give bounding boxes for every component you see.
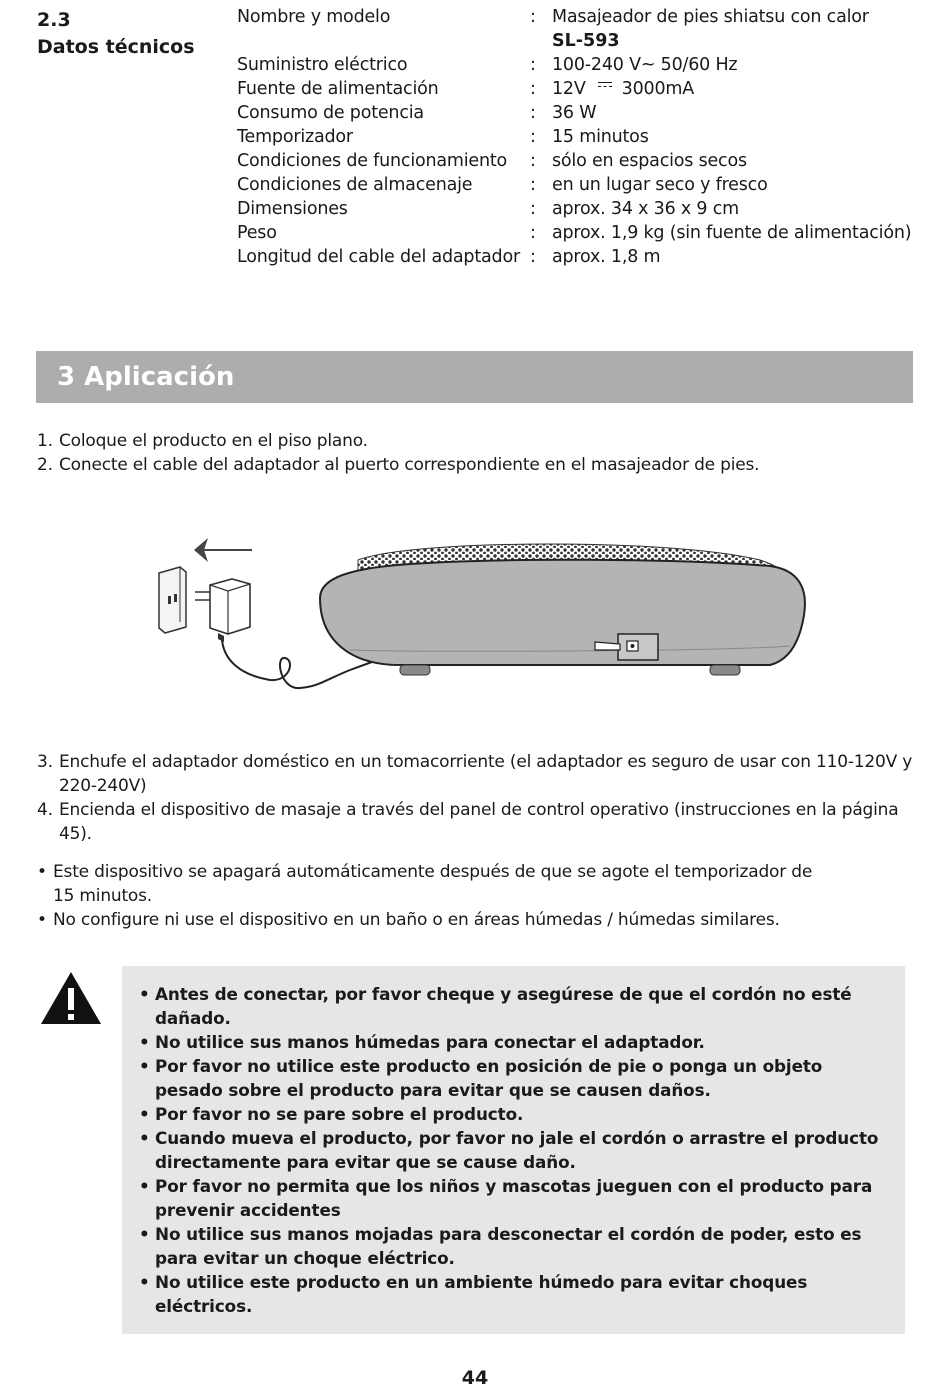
bullet: •: [139, 1056, 150, 1076]
spec-row-timer: [237, 125, 937, 149]
spec-row-dimensions: [237, 197, 937, 221]
step-number: 4.: [37, 800, 53, 820]
warning-item: [139, 1126, 889, 1174]
warning-text: No utilice este producto en un ambiente húmedo para evitar choques eléctricos.: [155, 1272, 808, 1316]
warning-text: Antes de conectar, por favor cheque y asegúrese de que el cordón no esté dañado.: [155, 984, 852, 1028]
notes-list: [37, 860, 917, 932]
warning-text: Cuando mueva el producto, por favor no jale el cordón o arrastre el producto directamente para evitar que se cause daño.: [155, 1128, 879, 1172]
spec-value: aprox. 1,9 kg (sin fuente de alimentación): [552, 223, 912, 243]
step-item: [37, 750, 927, 798]
warning-text: No utilice sus manos húmedas para conectar el adaptador.: [155, 1032, 705, 1052]
section-number: 2.3: [37, 9, 71, 31]
note-text: Este dispositivo se apagará automáticamente después de que se agote el temporizador de 15 minutos.: [53, 862, 813, 906]
wall-outlet-icon: [159, 567, 186, 633]
note-item: [37, 908, 917, 932]
spec-colon: :: [530, 55, 536, 75]
step-item: [37, 798, 927, 846]
step-item: [37, 429, 927, 453]
tech-specs-table: [237, 5, 937, 269]
bullet: •: [139, 1224, 150, 1244]
spec-label: Peso: [237, 223, 277, 243]
warning-item: [139, 1102, 889, 1126]
bullet: •: [139, 1104, 150, 1124]
spec-label: Suministro eléctrico: [237, 55, 408, 75]
spec-row-operating: [237, 149, 937, 173]
section-header-bar: [36, 351, 913, 403]
page-number: 44: [461, 1367, 489, 1389]
steps-list-a: [37, 429, 927, 477]
spec-label: Nombre y modelo: [237, 7, 391, 27]
step-number: 3.: [37, 752, 53, 772]
bullet: •: [139, 1176, 150, 1196]
spec-label: Longitud del cable del adaptador: [237, 247, 520, 267]
bullet: •: [37, 910, 47, 930]
spec-colon: :: [530, 7, 536, 27]
warning-item: [139, 1030, 889, 1054]
step-number: 2.: [37, 455, 53, 475]
warning-text: No utilice sus manos mojadas para desconectar el cordón de poder, esto es para evitar un choque eléctrico.: [155, 1224, 862, 1268]
direction-arrow-icon: [194, 538, 252, 562]
warning-item: [139, 1174, 889, 1222]
spec-label: Fuente de alimentación: [237, 79, 439, 99]
note-item: [37, 860, 813, 908]
spec-value: 36 W: [552, 103, 597, 123]
step-text: Encienda el dispositivo de masaje a través del panel de control operativo (instrucciones en la página 45).: [59, 800, 899, 844]
spec-current: 3000mA: [621, 79, 694, 99]
step-number: 1.: [37, 431, 53, 451]
spec-row-storage: [237, 173, 937, 197]
warning-text: Por favor no permita que los niños y mascotas jueguen con el producto para prevenir accidentes: [155, 1176, 873, 1220]
spec-colon: :: [530, 175, 536, 195]
warning-list: [139, 982, 889, 1318]
spec-value: 15 minutos: [552, 127, 649, 147]
warning-item: [139, 982, 889, 1030]
spec-colon: :: [530, 79, 536, 99]
spec-colon: :: [530, 247, 536, 267]
spec-value: Masajeador de pies shiatsu con calor: [552, 7, 869, 27]
spec-row-power-source: [237, 77, 937, 101]
spec-value: en un lugar seco y fresco: [552, 175, 768, 195]
section-title: Datos técnicos: [37, 36, 195, 58]
spec-row-model: [237, 5, 937, 53]
spec-colon: :: [530, 127, 536, 147]
step-text: Enchufe el adaptador doméstico en un tomacorriente (el adaptador es seguro de usar con 110-120V y 220-240V): [59, 752, 913, 796]
spec-row-weight: [237, 221, 937, 245]
spec-value: sólo en espacios secos: [552, 151, 747, 171]
spec-colon: :: [530, 223, 536, 243]
step-text: Coloque el producto en el piso plano.: [59, 431, 368, 451]
spec-colon: :: [530, 199, 536, 219]
spec-row-supply: [237, 53, 937, 77]
spec-model-number: SL-593: [552, 31, 620, 51]
spec-voltage: 12V: [552, 79, 586, 99]
spec-value: 100-240 V~ 50/60 Hz: [552, 55, 738, 75]
section-header-title: 3 Aplicación: [57, 362, 235, 392]
spec-value: aprox. 1,8 m: [552, 247, 661, 267]
warning-triangle-icon: [40, 970, 102, 1026]
step-text: Conecte el cable del adaptador al puerto correspondiente en el masajeador de pies.: [59, 455, 760, 475]
foot-massager-adapter-illustration: [150, 530, 820, 730]
spec-row-cable-length: [237, 245, 937, 269]
spec-value: aprox. 34 x 36 x 9 cm: [552, 199, 739, 219]
step-item: [37, 453, 927, 477]
bullet: •: [139, 1128, 150, 1148]
warning-item: [139, 1222, 889, 1270]
spec-colon: :: [530, 151, 536, 171]
bullet: •: [37, 862, 47, 882]
bullet: •: [139, 984, 150, 1004]
bullet: •: [139, 1272, 150, 1292]
spec-row-consumption: [237, 101, 937, 125]
spec-label: Temporizador: [237, 127, 353, 147]
spec-label: Condiciones de almacenaje: [237, 175, 473, 195]
spec-label: Dimensiones: [237, 199, 348, 219]
warning-text: Por favor no utilice este producto en posición de pie o ponga un objeto pesado sobre el producto para evitar que se causen daños.: [155, 1056, 823, 1100]
spec-value: [552, 77, 694, 101]
steps-list-b: [37, 750, 927, 846]
warning-item: [139, 1054, 889, 1102]
spec-label: Consumo de potencia: [237, 103, 424, 123]
warning-box: [122, 966, 905, 1334]
warning-text: Por favor no se pare sobre el producto.: [155, 1104, 524, 1124]
note-text: No configure ni use el dispositivo en un baño o en áreas húmedas / húmedas similares.: [53, 910, 780, 930]
dc-current-icon: [598, 82, 612, 91]
warning-item: [139, 1270, 889, 1318]
foot-massager-icon: [320, 544, 805, 675]
bullet: •: [139, 1032, 150, 1052]
spec-label: Condiciones de funcionamiento: [237, 151, 508, 171]
power-adapter-icon: [195, 579, 250, 642]
spec-colon: :: [530, 103, 536, 123]
